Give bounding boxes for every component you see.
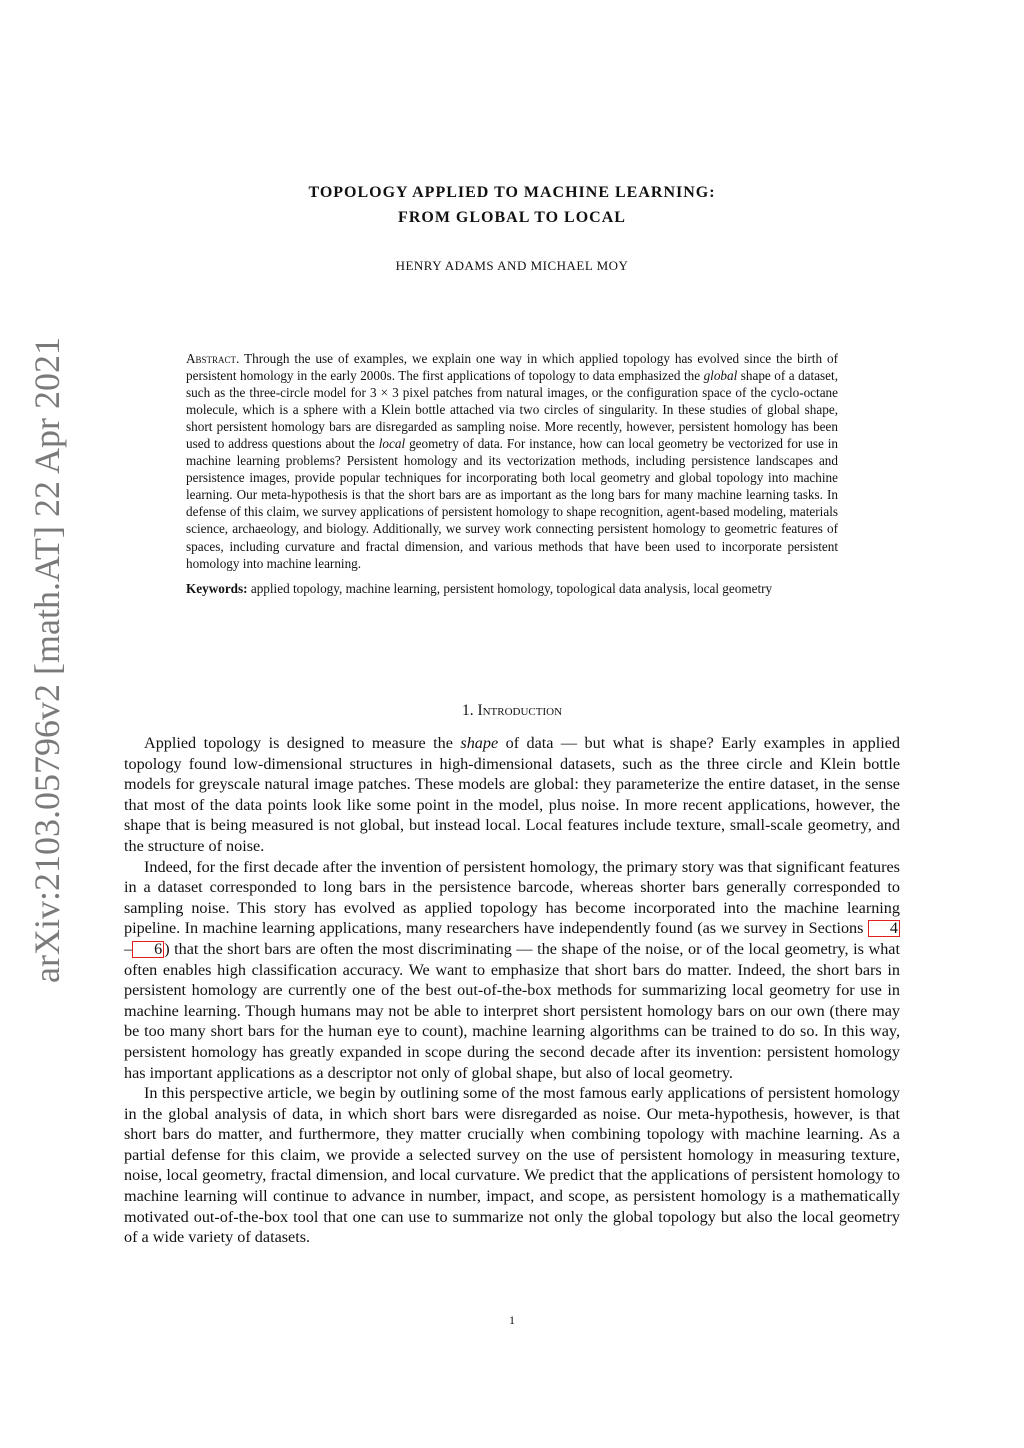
paragraph-1 [124, 733, 900, 857]
para1-text-1: Applied topology is designed to measure the [144, 734, 461, 752]
abstract-paragraph [186, 350, 838, 572]
abstract-label: Abstract. [186, 351, 240, 366]
title-line-1: TOPOLOGY APPLIED TO MACHINE LEARNING: [308, 184, 716, 201]
arxiv-stamp-text: arXiv:2103.05796v2 [math.AT] 22 Apr 2021 [27, 337, 67, 983]
title-line-2: FROM GLOBAL TO LOCAL [398, 209, 626, 226]
section-number: 1. [461, 702, 474, 719]
keywords [186, 580, 838, 597]
authors: HENRY ADAMS AND MICHAEL MOY [395, 258, 629, 273]
section-ref-6-link[interactable]: 6 [132, 941, 164, 958]
keywords-label: Keywords: [186, 580, 248, 596]
abstract-emphasis-local: local [378, 436, 406, 452]
page-number: 1 [509, 1313, 515, 1327]
section-heading [124, 702, 900, 720]
para1-text-2: of data — but what is shape? Early examples in applied topology found low-dimensional structures in high-dimensional datasets, such as the three circle and Klein bottle models for greyscale natural image patches. These models are global: they parameterize the entire dataset, in the sense that most of the data points look like some point in the model, plus noise. In more recent applications, however, the shape that is being measured is not global, but instead local. Local features include texture, small-scale geometry, and the structure of noise. [124, 734, 901, 855]
body-text [124, 733, 900, 1248]
keywords-text: applied topology, machine learning, persistent homology, topological data analysis, local geometry [250, 580, 773, 596]
para1-emphasis-shape: shape [460, 734, 499, 752]
ref-dash: – [124, 939, 133, 958]
abstract [186, 350, 838, 597]
abstract-emphasis-global: global [703, 368, 738, 384]
arxiv-stamp [22, 230, 72, 1090]
paragraph-2 [124, 857, 900, 1084]
paragraph-3: In this perspective article, we begin by outlining some of the most famous early applications of persistent homology in the global analysis of data, in which short bars were disregarded as noise. Our meta-hypothesis, however, is that short bars do matter, and furthermore, they matter crucially when combining topology with machine learning. As a partial defense for this claim, we provide a selected survey on the use of persistent homology in measuring texture, noise, local geometry, fractal dimension, and local curvature. We predict that the applications of persistent homology to machine learning will continue to advance in number, impact, and scope, as persistent homology is a mathematically motivated out-of-the-box tool that one can use to summarize not only the global topology but also the local geometry of a wide variety of datasets. [124, 1084, 900, 1247]
paper-title [130, 180, 894, 230]
para2-text-1: Indeed, for the first decade after the invention of persistent homology, the primary story was that significant features in a dataset corresponded to long bars in the persistence barcode, whereas shorter bars generally corresponded to sampling noise. This story has evolved as applied topology has become incorporated into the machine learning pipeline. In machine learning applications, many researchers have independently found (as we survey in Sections [124, 857, 900, 938]
section-ref-4-link[interactable]: 4 [868, 920, 900, 937]
para2-text-2: ) that the short bars are often the most discriminating — the shape of the noise, or of the local geometry, is what often enables high classification accuracy. We want to emphasize that short bars do matter. Indeed, the short bars in persistent homology are currently one of the best out-of-the-box methods for summarizing local geometry for use in machine learning. Though humans may not be able to interpret short persistent homology bars on our own (there may be too many short bars for the human eye to count), machine learning algorithms can be trained to do so. In this way, persistent homology has greatly expanded in scope during the second decade after its invention: persistent homology has important applications as a descriptor not only of global shape, but also of local geometry. [124, 939, 900, 1082]
abstract-text-1: Through the use of examples, we explain one way in which applied topology has evolved since the birth of persistent homology in the early 2000s. The first applications of topology to data emphasized the [186, 351, 838, 384]
abstract-text-2: shape of a dataset, such as the three-circle model for 3 × 3 pixel patches from natural images, or the configuration space of the cyclo-octane molecule, which is a sphere with a Klein bottle attached via two circles of singularity. In these studies of global shape, short persistent homology bars are disregarded as sampling noise. More recently, however, persistent homology has been used to address questions about the [186, 368, 838, 452]
abstract-text-3: geometry of data. For instance, how can local geometry be vectorized for use in machine learning problems? Persistent homology and its vectorization methods, including persistence landscapes and persistence images, provide popular techniques for incorporating both local geometry and global topology into machine learning. Our meta-hypothesis is that the short bars are as important as the long bars for many machine learning tasks. In defense of this claim, we survey applications of persistent homology to shape recognition, agent-based modeling, materials science, archaeology, and biology. Additionally, we survey work connecting persistent homology to geometric features of spaces, including curvature and fractal dimension, and various methods that have been used to incorporate persistent homology into machine learning. [186, 436, 838, 571]
section-title: Introduction [477, 702, 563, 719]
